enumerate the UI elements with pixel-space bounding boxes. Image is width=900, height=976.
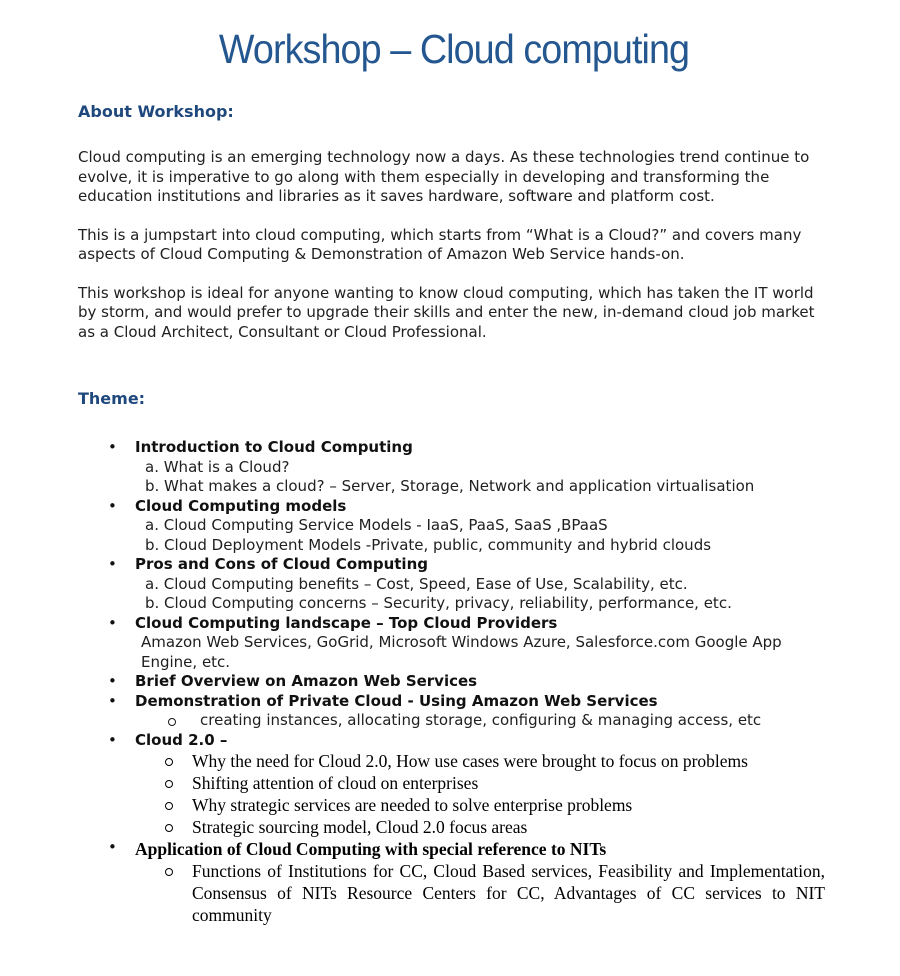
theme-subitem: a. Cloud Computing Service Models - IaaS, PaaS, SaaS ,BPaaS: [145, 516, 608, 534]
theme-item-label: Cloud 2.0 –: [135, 730, 228, 749]
bullet-icon: •: [108, 496, 117, 515]
theme-subitem: creating instances, allocating storage, configuring & managing access, etc: [135, 711, 830, 731]
theme-item-label: Brief Overview on Amazon Web Services: [135, 672, 478, 690]
about-paragraph: Cloud computing is an emerging technology now a days. As these technologies trend continue to evolve, it is imperative to go along with them especially in developing and transforming the education institutions and libraries as it saves hardware, software and platform cost.: [78, 148, 810, 205]
theme-item-aws-overview: [78, 672, 830, 692]
circle-bullet-icon: [165, 780, 173, 788]
theme-subitem: Functions of Institutions for CC, Cloud Based services, Feasibility and Implementation, Consensus of NITs Resource Centers for CC, Advantages of CC services to NIT community: [135, 860, 830, 926]
theme-subitem: Amazon Web Services, GoGrid, Microsoft Windows Azure, Salesforce.com Google App Engine, etc.: [141, 633, 782, 671]
theme-subitem: Strategic sourcing model, Cloud 2.0 focus areas: [135, 816, 830, 838]
theme-subitem: Why strategic services are needed to solve enterprise problems: [135, 794, 830, 816]
theme-subitem: Shifting attention of cloud on enterprises: [135, 772, 830, 794]
circle-bullet-icon: [165, 802, 173, 810]
theme-item-demonstration: [78, 692, 830, 731]
circle-bullet-icon: [165, 758, 173, 766]
circle-bullet-icon: [165, 868, 173, 876]
theme-item-cloud-2-0: [78, 731, 830, 839]
theme-subitem: b. What makes a cloud? – Server, Storage, Network and application virtualisation: [145, 477, 755, 495]
theme-item-label: Cloud Computing landscape – Top Cloud Providers: [135, 613, 558, 632]
theme-item-label: Application of Cloud Computing with special reference to NITs: [135, 839, 607, 859]
page-title: Workshop – Cloud computing: [218, 26, 690, 72]
theme-item-landscape: [78, 614, 830, 673]
theme-subitem: b. Cloud Computing concerns – Security, privacy, reliability, performance, etc.: [145, 594, 732, 612]
circle-bullet-icon: [168, 718, 176, 726]
bullet-icon: •: [108, 730, 117, 749]
about-paragraph: This is a jumpstart into cloud computing, which starts from “What is a Cloud?” and covers many aspects of Cloud Computing & Demonstration of Amazon Web Service hands-on.: [78, 225, 802, 263]
theme-item-label: Cloud Computing models: [135, 496, 347, 515]
bullet-icon: •: [108, 555, 117, 573]
theme-item-models: [78, 497, 830, 556]
theme-item-introduction: [78, 438, 830, 497]
theme-list: [78, 438, 830, 926]
theme-heading: Theme:: [78, 389, 146, 408]
bullet-icon: •: [108, 838, 117, 856]
bullet-icon: •: [108, 613, 117, 632]
theme-subitem: a. Cloud Computing benefits – Cost, Speed, Ease of Use, Scalability, etc.: [145, 574, 688, 593]
bullet-icon: •: [108, 691, 117, 710]
theme-item-pros-cons: [78, 555, 830, 614]
circle-bullet-icon: [165, 824, 173, 832]
theme-item-label: Demonstration of Private Cloud - Using Amazon Web Services: [135, 691, 658, 710]
theme-item-label: Pros and Cons of Cloud Computing: [135, 555, 428, 573]
theme-subitem: Why the need for Cloud 2.0, How use cases were brought to focus on problems: [135, 750, 830, 772]
about-paragraph: This workshop is ideal for anyone wanting to know cloud computing, which has taken the IT world by storm, and would prefer to upgrade their skills and enter the new, in-demand cloud job market as a Cloud Architect, Consultant or Cloud Professional.: [78, 283, 815, 341]
bullet-icon: •: [108, 438, 117, 456]
about-workshop-heading: About Workshop:: [78, 102, 234, 121]
bullet-icon: •: [108, 672, 117, 690]
theme-subitem: b. Cloud Deployment Models -Private, public, community and hybrid clouds: [145, 535, 712, 554]
theme-item-label: Introduction to Cloud Computing: [135, 438, 413, 456]
theme-item-application-nits: [78, 838, 830, 926]
theme-subitem: a. What is a Cloud?: [145, 457, 290, 476]
